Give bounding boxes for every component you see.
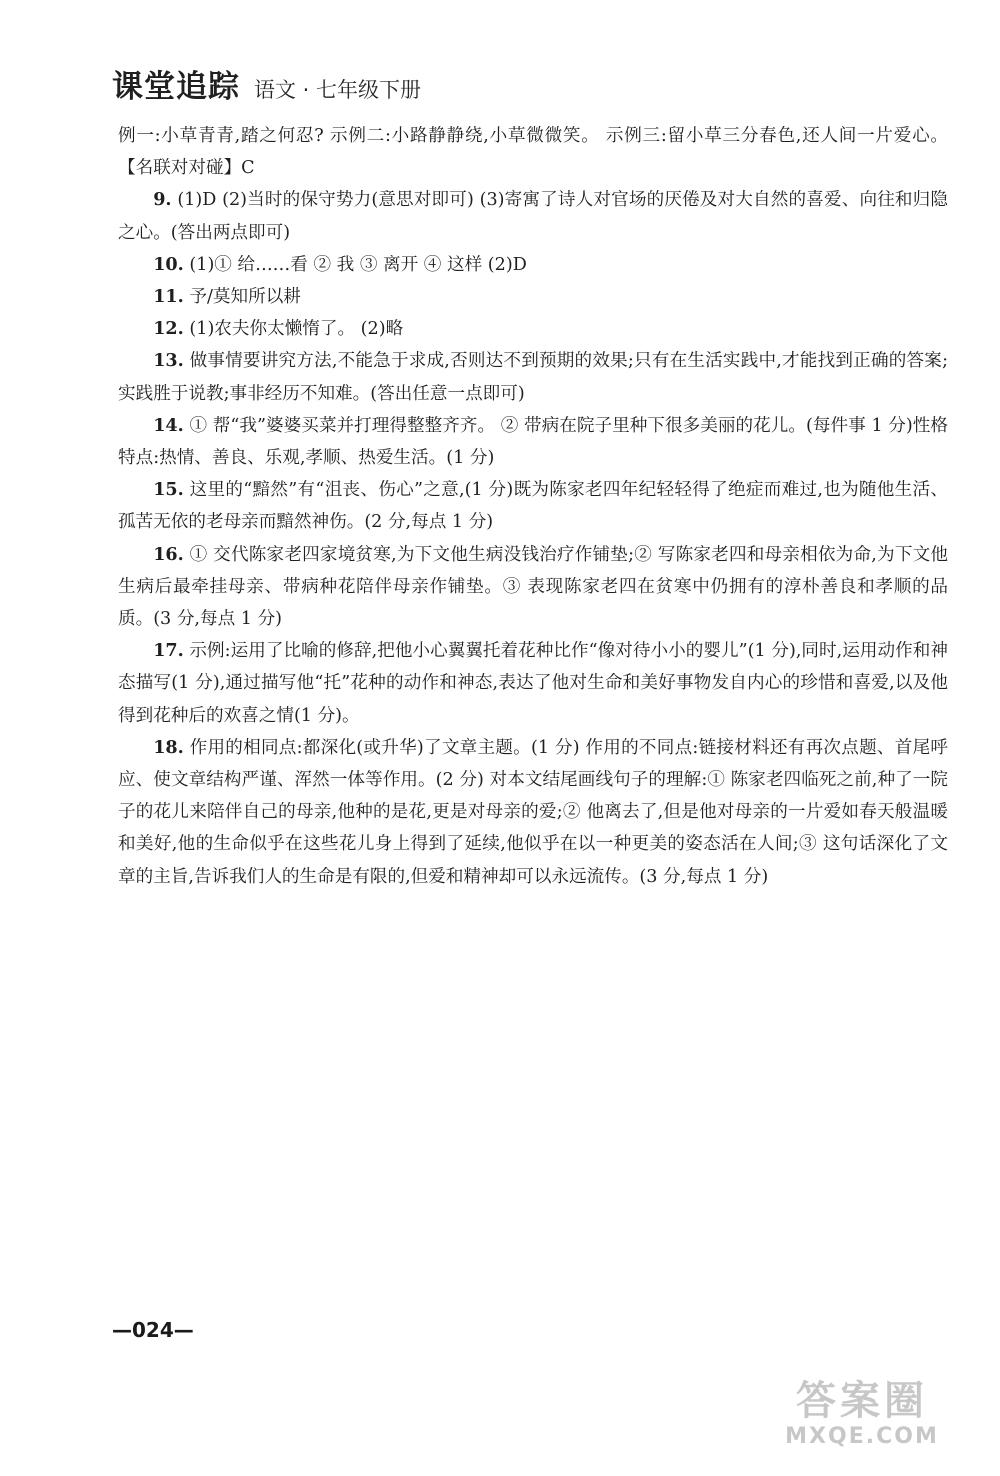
answer-item (118, 184, 948, 248)
item-number: 18. (153, 736, 184, 758)
item-text: 做事情要讲究方法,不能急于求成,否则达不到预期的效果;只有在生活实践中,才能找到正确的答案;实践胜于说教;事非经历不知难。(答出任意一点即可) (118, 351, 948, 404)
item-number: 17. (153, 640, 184, 662)
item-text: ① 交代陈家老四家境贫寒,为下文他生病没钱治疗作铺垫;② 写陈家老四和母亲相依为命,为下文他生病后最牵挂母亲、带病种花陪伴母亲作铺垫。③ 表现陈家老四在贫寒中仍拥有的淳朴善良和孝顺的品质。(3 分,每点 1 分) (118, 544, 948, 630)
item-number: 14. (153, 414, 184, 436)
item-number: 13. (153, 350, 184, 372)
page-number: —024— (112, 1318, 194, 1342)
answer-item (118, 249, 948, 281)
item-text: (1)农夫你太懒惰了。 (2)略 (189, 319, 404, 340)
answer-item (118, 539, 948, 636)
page-header (112, 69, 422, 105)
item-text: 予/莫知所以耕 (189, 287, 301, 308)
answer-content (118, 120, 948, 893)
answer-item (118, 313, 948, 345)
item-number: 16. (153, 543, 184, 565)
watermark-text: 答案圈 (796, 1378, 928, 1424)
answer-item (118, 345, 948, 409)
brand-logo: 课堂追踪 (112, 69, 240, 105)
item-text: ① 帮“我”婆婆买菜并打理得整整齐齐。 ② 带病在院子里种下很多美丽的花儿。(每件事 1 分)性格特点:热情、善良、乐观,孝顺、热爱生活。(1 分) (118, 415, 949, 469)
subject-title: 语文 · 七年级下册 (254, 78, 422, 102)
answer-item (118, 635, 948, 732)
answer-item (118, 732, 948, 893)
answer-item (118, 410, 948, 474)
watermark-url: MXQE.COM (785, 1424, 939, 1449)
item-number: 12. (153, 318, 184, 340)
item-number: 15. (153, 479, 184, 501)
item-text: 示例:运用了比喻的修辞,把他小心翼翼托着花种比作“像对待小小的婴儿”(1 分),同时,运用动作和神态描写(1 分),通过描写他“托”花种的动作和神态,表达了他对生命和美好事物发自内心的珍惜和喜爱,以及他得到花种后的欢喜之情(1 分)。 (118, 641, 948, 726)
item-number: 10. (153, 253, 184, 275)
item-number: 9. (153, 189, 172, 211)
item-number: 11. (153, 286, 184, 308)
item-text: 这里的“黯然”有“沮丧、伤心”之意,(1 分)既为陈家老四年纪轻轻得了绝症而难过,也为随他生活、孤苦无依的老母亲而黯然神伤。(2 分,每点 1 分) (118, 480, 949, 533)
watermark-logo (752, 1378, 972, 1458)
answer-item: 例一:小草青青,踏之何忍? 示例二:小路静静绕,小草微微笑。 示例三:留小草三分春色,还人间一片爱心。 【名联对对碰】C (118, 126, 948, 179)
item-text: 作用的相同点:都深化(或升华)了文章主题。(1 分) 作用的不同点:链接材料还有再次点题、首尾呼应、使文章结构严谨、浑然一体等作用。(2 分) 对本文结尾画线句子的理解:① 陈家老四临死之前,种了一院子的花儿来陪伴自己的母亲,他种的是花,更是对母亲的爱;② 他离去了,但是他对母亲的一片爱如春天般温暖和美好,他的生命似乎在这些花儿身上得到了延续,他似乎在以一种更美的姿态活在人间;③ 这句话深化了文章的主旨,告诉我们人的生命是有限的,但爱和精神却可以永远流传。(3 分,每点 1 分) (118, 737, 949, 887)
answer-item (118, 281, 948, 313)
item-text: (1)① 给……看 ② 我 ③ 离开 ④ 这样 (2)D (189, 254, 527, 275)
item-text: (1)D (2)当时的保守势力(意思对即可) (3)寄寓了诗人对官场的厌倦及对大自然的喜爱、向往和归隐之心。(答出两点即可) (118, 190, 949, 243)
answer-item (118, 474, 948, 538)
